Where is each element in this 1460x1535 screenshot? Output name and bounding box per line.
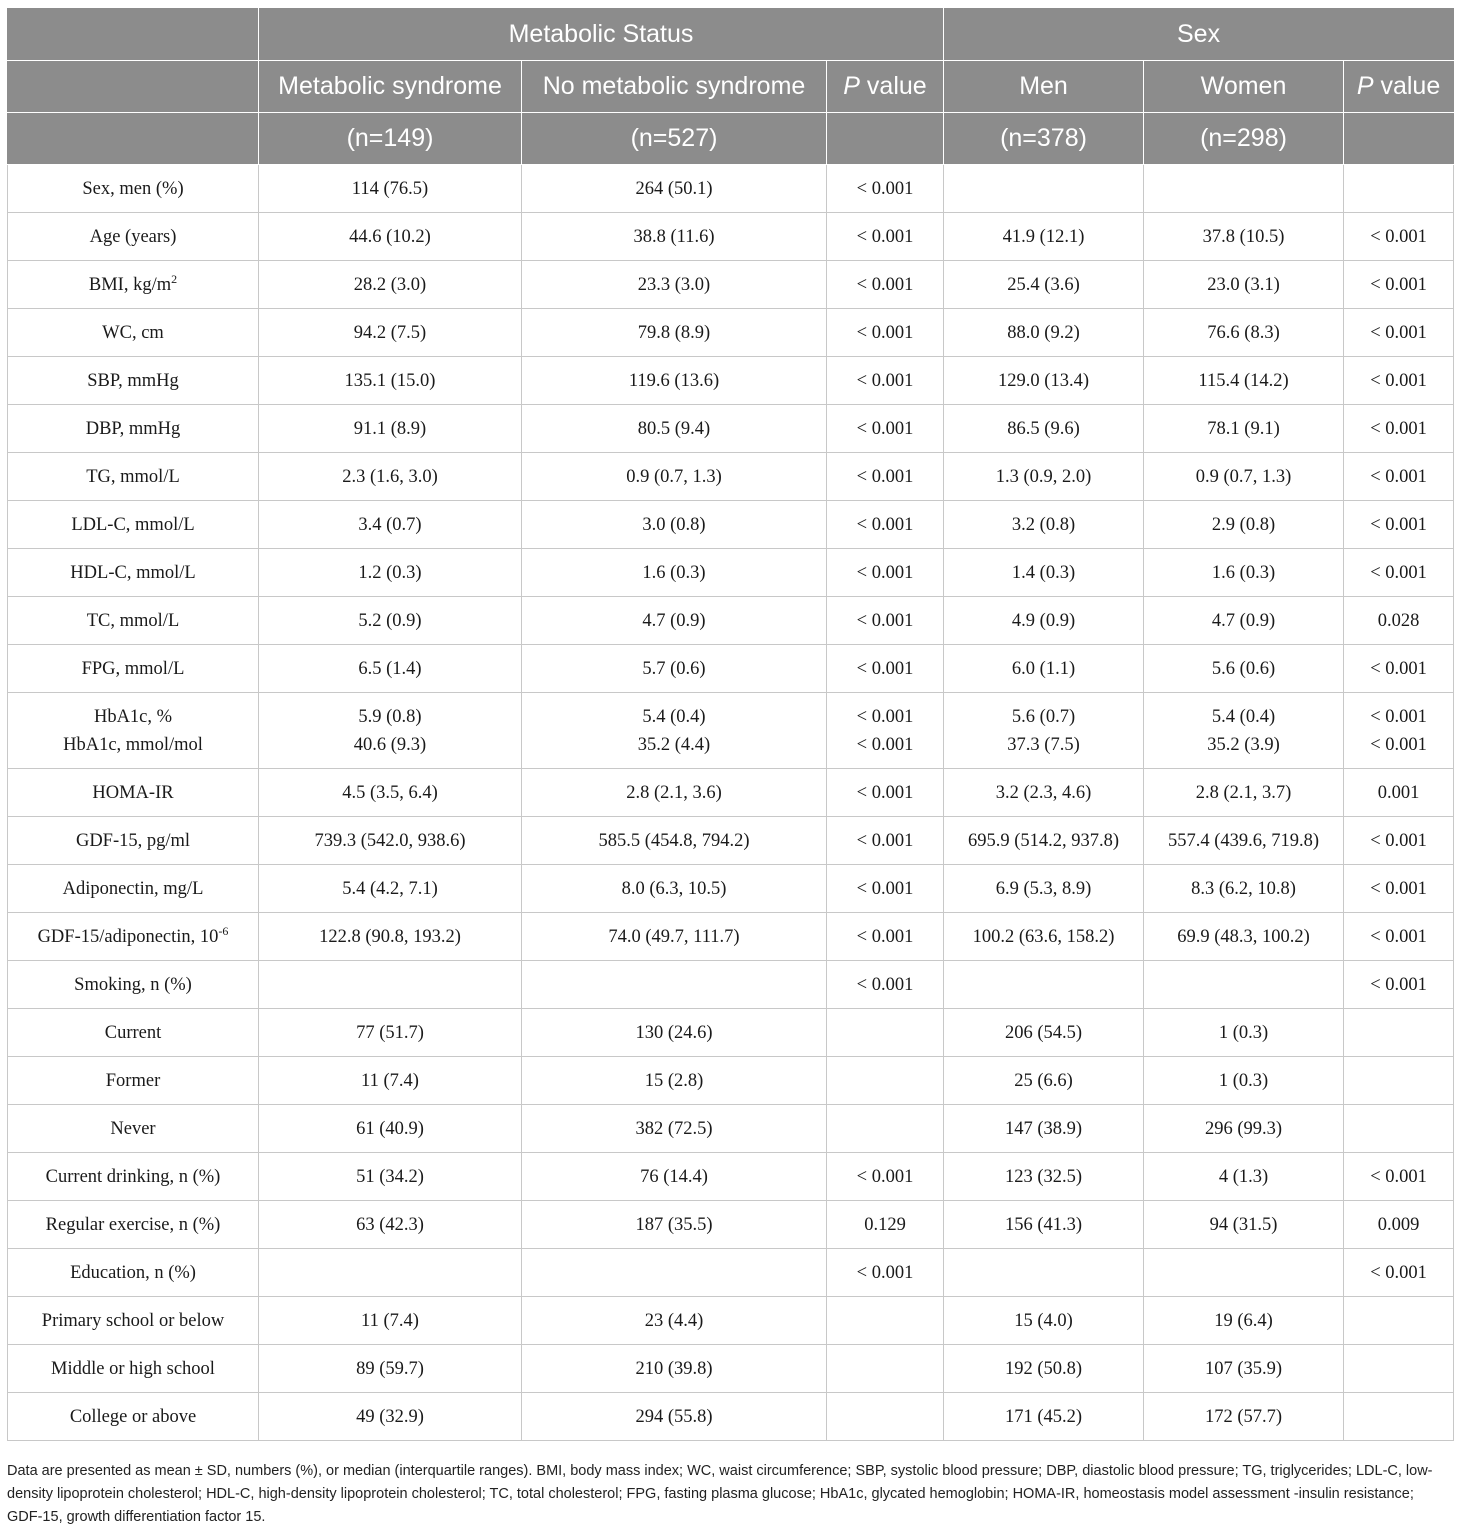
cell-p-value-2: < 0.001 — [1344, 913, 1454, 961]
cell-women — [1144, 693, 1344, 769]
cell-metabolic-syndrome: 11 (7.4) — [259, 1057, 522, 1105]
row-label — [8, 693, 259, 769]
table-row — [8, 453, 1454, 501]
row-label — [8, 1249, 259, 1297]
row-label — [8, 309, 259, 357]
cell-p-value-1 — [827, 1345, 944, 1393]
characteristics-table — [7, 8, 1454, 1441]
cell-men: 206 (54.5) — [944, 1009, 1144, 1057]
cell-no-metabolic-syndrome: 0.9 (0.7, 1.3) — [522, 453, 827, 501]
cell-no-metabolic-syndrome: 76 (14.4) — [522, 1153, 827, 1201]
table-row — [8, 1393, 1454, 1441]
cell-p-value-2: < 0.001 — [1344, 501, 1454, 549]
cell-men: 3.2 (2.3, 4.6) — [944, 769, 1144, 817]
cell-no-metabolic-syndrome: 3.0 (0.8) — [522, 501, 827, 549]
cell-men: 695.9 (514.2, 937.8) — [944, 817, 1144, 865]
cell-no-metabolic-syndrome: 74.0 (49.7, 111.7) — [522, 913, 827, 961]
table-row — [8, 865, 1454, 913]
cell-value-b: 35.2 (4.4) — [637, 734, 711, 755]
cell-value-a: < 0.001 — [856, 706, 914, 727]
cell-p-value-1: < 0.001 — [827, 913, 944, 961]
cell-no-metabolic-syndrome: 1.6 (0.3) — [522, 549, 827, 597]
cell-no-metabolic-syndrome — [522, 961, 827, 1009]
cell-men — [944, 1249, 1144, 1297]
table-row — [8, 961, 1454, 1009]
cell-men: 6.9 (5.3, 8.9) — [944, 865, 1144, 913]
cell-no-metabolic-syndrome: 2.8 (2.1, 3.6) — [522, 769, 827, 817]
cell-men: 41.9 (12.1) — [944, 213, 1144, 261]
header-blank — [827, 113, 944, 165]
cell-women: 1 (0.3) — [1144, 1009, 1344, 1057]
cell-p-value-1: < 0.001 — [827, 645, 944, 693]
cell-no-metabolic-syndrome: 4.7 (0.9) — [522, 597, 827, 645]
row-label-text: HOMA-IR — [92, 782, 174, 803]
p-letter: P — [843, 72, 860, 100]
cell-no-metabolic-syndrome: 5.7 (0.6) — [522, 645, 827, 693]
header-women: Women — [1144, 61, 1344, 113]
row-label-text: Sex, men (%) — [82, 178, 184, 199]
row-label — [8, 769, 259, 817]
cell-women: 4.7 (0.9) — [1144, 597, 1344, 645]
cell-men: 4.9 (0.9) — [944, 597, 1144, 645]
row-label-text: Former — [105, 1070, 161, 1091]
table-row — [8, 549, 1454, 597]
cell-metabolic-syndrome: 91.1 (8.9) — [259, 405, 522, 453]
header-n-metabolic-syndrome: (n=149) — [259, 113, 522, 165]
cell-women: 5.6 (0.6) — [1144, 645, 1344, 693]
table-row — [8, 501, 1454, 549]
table-row — [8, 913, 1454, 961]
row-label-text: Age (years) — [89, 226, 177, 247]
cell-p-value-2 — [1344, 1057, 1454, 1105]
cell-value-b: < 0.001 — [1370, 734, 1427, 755]
cell-metabolic-syndrome: 63 (42.3) — [259, 1201, 522, 1249]
table-row — [8, 165, 1454, 213]
row-label — [8, 405, 259, 453]
cell-metabolic-syndrome: 122.8 (90.8, 193.2) — [259, 913, 522, 961]
row-label-text: FPG, mmol/L — [81, 658, 185, 679]
cell-men: 100.2 (63.6, 158.2) — [944, 913, 1144, 961]
row-label-superscript: 2 — [171, 271, 178, 286]
cell-value-a: 5.4 (0.4) — [1211, 706, 1276, 727]
header-blank — [8, 113, 259, 165]
row-label — [8, 865, 259, 913]
cell-p-value-2: < 0.001 — [1344, 1153, 1454, 1201]
row-label-text: TC, mmol/L — [86, 610, 180, 631]
cell-men: 1.3 (0.9, 2.0) — [944, 453, 1144, 501]
header-n-row — [8, 113, 1454, 165]
row-label — [8, 1105, 259, 1153]
cell-p-value-2: 0.028 — [1344, 597, 1454, 645]
row-label-a: HbA1c, % — [93, 706, 173, 727]
cell-p-value-1: < 0.001 — [827, 961, 944, 1009]
cell-p-value-1: < 0.001 — [827, 357, 944, 405]
cell-men — [944, 961, 1144, 1009]
cell-p-value-1: < 0.001 — [827, 453, 944, 501]
cell-metabolic-syndrome: 94.2 (7.5) — [259, 309, 522, 357]
table-row — [8, 1297, 1454, 1345]
cell-women: 172 (57.7) — [1144, 1393, 1344, 1441]
cell-p-value-1: < 0.001 — [827, 165, 944, 213]
cell-p-value-2: < 0.001 — [1344, 405, 1454, 453]
table-row — [8, 309, 1454, 357]
header-no-metabolic-syndrome: No metabolic syndrome — [522, 61, 827, 113]
table-row — [8, 1009, 1454, 1057]
cell-metabolic-syndrome: 5.2 (0.9) — [259, 597, 522, 645]
cell-men: 1.4 (0.3) — [944, 549, 1144, 597]
cell-p-value-1: < 0.001 — [827, 1249, 944, 1297]
cell-no-metabolic-syndrome: 210 (39.8) — [522, 1345, 827, 1393]
cell-value-b: 40.6 (9.3) — [353, 734, 427, 755]
cell-metabolic-syndrome: 2.3 (1.6, 3.0) — [259, 453, 522, 501]
cell-p-value-2: 0.001 — [1344, 769, 1454, 817]
row-label — [8, 597, 259, 645]
cell-metabolic-syndrome — [259, 961, 522, 1009]
cell-value-b: 37.3 (7.5) — [1007, 734, 1080, 755]
row-label-text: Education, n (%) — [70, 1262, 196, 1283]
cell-p-value-2: < 0.001 — [1344, 549, 1454, 597]
row-label-text: WC, cm — [102, 322, 164, 343]
row-label — [8, 1393, 259, 1441]
cell-no-metabolic-syndrome: 23.3 (3.0) — [522, 261, 827, 309]
row-label-text: Regular exercise, n (%) — [45, 1214, 221, 1235]
table-footnote: Data are presented as mean ± SD, numbers (%), or median (interquartile ranges). BMI, body mass index; WC, waist circumference; SBP, systolic blood pressure; DBP, diastolic blood pressure; TG, triglycerides; LDL-C, low-density lipoprotein cholesterol; HDL-C, high-density lipoprotein cholesterol; TC, total cholesterol; FPG, fasting plasma glucose; HbA1c, glycated hemoglobin; HOMA-IR, homeostasis model assessment -insulin resistance; GDF-15, growth differentiation factor 15. — [7, 1463, 1433, 1525]
cell-women: 8.3 (6.2, 10.8) — [1144, 865, 1344, 913]
table-row — [8, 769, 1454, 817]
cell-p-value-2: < 0.001 — [1344, 261, 1454, 309]
cell-women: 115.4 (14.2) — [1144, 357, 1344, 405]
cell-men: 25.4 (3.6) — [944, 261, 1144, 309]
cell-no-metabolic-syndrome — [522, 693, 827, 769]
cell-p-value-2: < 0.001 — [1344, 1249, 1454, 1297]
row-label-text: Primary school or below — [41, 1310, 225, 1331]
cell-women: 78.1 (9.1) — [1144, 405, 1344, 453]
cell-men: 171 (45.2) — [944, 1393, 1144, 1441]
header-metabolic-syndrome: Metabolic syndrome — [259, 61, 522, 113]
cell-women: 23.0 (3.1) — [1144, 261, 1344, 309]
cell-p-value-1 — [827, 1057, 944, 1105]
cell-women — [1144, 961, 1344, 1009]
cell-metabolic-syndrome — [259, 693, 522, 769]
cell-p-value-1: < 0.001 — [827, 1153, 944, 1201]
cell-no-metabolic-syndrome: 15 (2.8) — [522, 1057, 827, 1105]
cell-p-value-1 — [827, 1009, 944, 1057]
cell-no-metabolic-syndrome: 294 (55.8) — [522, 1393, 827, 1441]
cell-no-metabolic-syndrome: 382 (72.5) — [522, 1105, 827, 1153]
cell-men: 15 (4.0) — [944, 1297, 1144, 1345]
row-label — [8, 549, 259, 597]
cell-metabolic-syndrome: 44.6 (10.2) — [259, 213, 522, 261]
cell-p-value-2 — [1344, 1009, 1454, 1057]
cell-no-metabolic-syndrome: 80.5 (9.4) — [522, 405, 827, 453]
cell-p-value-2: < 0.001 — [1344, 213, 1454, 261]
cell-no-metabolic-syndrome: 38.8 (11.6) — [522, 213, 827, 261]
cell-metabolic-syndrome: 1.2 (0.3) — [259, 549, 522, 597]
table-body — [8, 165, 1454, 1441]
cell-value-a: 5.4 (0.4) — [642, 706, 706, 727]
table-row-hba1c — [8, 693, 1454, 769]
row-label-text: Current drinking, n (%) — [45, 1166, 221, 1187]
cell-p-value-2: < 0.001 — [1344, 865, 1454, 913]
cell-p-value-1: < 0.001 — [827, 213, 944, 261]
cell-p-value-2: < 0.001 — [1344, 645, 1454, 693]
cell-p-value-1: < 0.001 — [827, 261, 944, 309]
cell-value-a: 5.6 (0.7) — [1011, 706, 1076, 727]
table-row — [8, 1057, 1454, 1105]
cell-p-value-2 — [1344, 1105, 1454, 1153]
cell-p-value-2: < 0.001 — [1344, 453, 1454, 501]
cell-no-metabolic-syndrome: 79.8 (8.9) — [522, 309, 827, 357]
table-row — [8, 645, 1454, 693]
cell-men: 156 (41.3) — [944, 1201, 1144, 1249]
row-label-text: SBP, mmHg — [87, 370, 179, 391]
cell-p-value-2 — [1344, 1345, 1454, 1393]
cell-no-metabolic-syndrome: 187 (35.5) — [522, 1201, 827, 1249]
header-n-men: (n=378) — [944, 113, 1144, 165]
row-label-text: Current — [104, 1022, 162, 1043]
cell-men: 6.0 (1.1) — [944, 645, 1144, 693]
cell-men: 192 (50.8) — [944, 1345, 1144, 1393]
row-label — [8, 1297, 259, 1345]
cell-p-value-1 — [827, 1105, 944, 1153]
cell-value-b: 35.2 (3.9) — [1207, 734, 1280, 755]
table-container — [7, 8, 1453, 1441]
cell-metabolic-syndrome — [259, 1249, 522, 1297]
table-row — [8, 1249, 1454, 1297]
cell-p-value-2: < 0.001 — [1344, 961, 1454, 1009]
cell-p-value-2 — [1344, 693, 1454, 769]
row-label-text: TG, mmol/L — [86, 466, 180, 487]
row-label — [8, 913, 259, 961]
cell-women — [1144, 1249, 1344, 1297]
row-label — [8, 817, 259, 865]
header-group-row — [8, 9, 1454, 61]
table-row — [8, 1201, 1454, 1249]
cell-men: 147 (38.9) — [944, 1105, 1144, 1153]
row-label — [8, 357, 259, 405]
cell-metabolic-syndrome: 89 (59.7) — [259, 1345, 522, 1393]
cell-no-metabolic-syndrome: 23 (4.4) — [522, 1297, 827, 1345]
header-men: Men — [944, 61, 1144, 113]
cell-no-metabolic-syndrome — [522, 1249, 827, 1297]
row-label — [8, 1201, 259, 1249]
row-label-b: HbA1c, mmol/mol — [63, 734, 203, 755]
cell-value-a: < 0.001 — [1370, 706, 1427, 727]
cell-value-a: 5.9 (0.8) — [358, 706, 422, 727]
cell-men — [944, 165, 1144, 213]
table-row — [8, 1153, 1454, 1201]
cell-no-metabolic-syndrome: 264 (50.1) — [522, 165, 827, 213]
cell-p-value-2 — [1344, 1393, 1454, 1441]
cell-metabolic-syndrome: 5.4 (4.2, 7.1) — [259, 865, 522, 913]
header-group-metabolic: Metabolic Status — [259, 9, 944, 61]
cell-women: 69.9 (48.3, 100.2) — [1144, 913, 1344, 961]
cell-women: 1.6 (0.3) — [1144, 549, 1344, 597]
p-letter: P — [1356, 72, 1374, 100]
row-label-text: Never — [110, 1118, 156, 1139]
cell-women: 4 (1.3) — [1144, 1153, 1344, 1201]
cell-metabolic-syndrome: 11 (7.4) — [259, 1297, 522, 1345]
cell-p-value-1: < 0.001 — [827, 549, 944, 597]
row-label-superscript: -6 — [218, 923, 229, 938]
table-row — [8, 405, 1454, 453]
header-group-sex: Sex — [944, 9, 1454, 61]
row-label-text: College or above — [69, 1406, 197, 1427]
cell-metabolic-syndrome: 49 (32.9) — [259, 1393, 522, 1441]
cell-p-value-1 — [827, 1393, 944, 1441]
cell-men: 25 (6.6) — [944, 1057, 1144, 1105]
cell-no-metabolic-syndrome: 119.6 (13.6) — [522, 357, 827, 405]
row-label-text: GDF-15, pg/ml — [75, 830, 191, 851]
cell-women: 2.8 (2.1, 3.7) — [1144, 769, 1344, 817]
cell-men: 3.2 (0.8) — [944, 501, 1144, 549]
cell-p-value-2 — [1344, 165, 1454, 213]
cell-p-value-1: < 0.001 — [827, 769, 944, 817]
cell-metabolic-syndrome: 135.1 (15.0) — [259, 357, 522, 405]
cell-women: 107 (35.9) — [1144, 1345, 1344, 1393]
header-n-women: (n=298) — [1144, 113, 1344, 165]
table-row — [8, 213, 1454, 261]
row-label-text: Smoking, n (%) — [74, 974, 192, 995]
table-row — [8, 1105, 1454, 1153]
header-p-value-1 — [827, 61, 944, 113]
row-label — [8, 645, 259, 693]
cell-p-value-2: < 0.001 — [1344, 817, 1454, 865]
row-label — [8, 1009, 259, 1057]
header-blank — [8, 9, 259, 61]
row-label-text: DBP, mmHg — [85, 418, 181, 439]
cell-metabolic-syndrome: 3.4 (0.7) — [259, 501, 522, 549]
cell-women — [1144, 165, 1344, 213]
row-label — [8, 961, 259, 1009]
cell-metabolic-syndrome: 6.5 (1.4) — [259, 645, 522, 693]
cell-p-value-2 — [1344, 1297, 1454, 1345]
cell-women: 296 (99.3) — [1144, 1105, 1344, 1153]
cell-metabolic-syndrome: 28.2 (3.0) — [259, 261, 522, 309]
cell-no-metabolic-syndrome: 130 (24.6) — [522, 1009, 827, 1057]
row-label — [8, 1153, 259, 1201]
cell-men — [944, 693, 1144, 769]
cell-p-value-2: < 0.001 — [1344, 357, 1454, 405]
cell-men: 86.5 (9.6) — [944, 405, 1144, 453]
cell-metabolic-syndrome: 4.5 (3.5, 6.4) — [259, 769, 522, 817]
cell-p-value-1: 0.129 — [827, 1201, 944, 1249]
cell-metabolic-syndrome: 77 (51.7) — [259, 1009, 522, 1057]
table-row — [8, 357, 1454, 405]
cell-p-value-1: < 0.001 — [827, 309, 944, 357]
cell-p-value-1: < 0.001 — [827, 817, 944, 865]
row-label — [8, 261, 259, 309]
cell-value-b: < 0.001 — [856, 734, 914, 755]
row-label — [8, 213, 259, 261]
cell-women: 557.4 (439.6, 719.8) — [1144, 817, 1344, 865]
header-blank — [8, 61, 259, 113]
cell-men: 123 (32.5) — [944, 1153, 1144, 1201]
row-label — [8, 1345, 259, 1393]
cell-no-metabolic-syndrome: 585.5 (454.8, 794.2) — [522, 817, 827, 865]
row-label-text: BMI, kg/m — [88, 274, 172, 295]
cell-metabolic-syndrome: 51 (34.2) — [259, 1153, 522, 1201]
cell-metabolic-syndrome: 61 (40.9) — [259, 1105, 522, 1153]
cell-women: 37.8 (10.5) — [1144, 213, 1344, 261]
row-label — [8, 165, 259, 213]
row-label — [8, 501, 259, 549]
row-label — [8, 453, 259, 501]
table-row — [8, 261, 1454, 309]
row-label-text: LDL-C, mmol/L — [71, 514, 195, 535]
cell-men: 129.0 (13.4) — [944, 357, 1144, 405]
header-column-row — [8, 61, 1454, 113]
row-label-text: Middle or high school — [51, 1358, 215, 1379]
row-label-text: GDF-15/adiponectin, 10 — [37, 926, 219, 947]
cell-no-metabolic-syndrome: 8.0 (6.3, 10.5) — [522, 865, 827, 913]
table-header — [8, 9, 1454, 165]
cell-p-value-1: < 0.001 — [827, 865, 944, 913]
row-label — [8, 1057, 259, 1105]
row-label-text: Adiponectin, mg/L — [62, 878, 204, 899]
cell-metabolic-syndrome: 739.3 (542.0, 938.6) — [259, 817, 522, 865]
header-blank — [1344, 113, 1454, 165]
cell-men: 88.0 (9.2) — [944, 309, 1144, 357]
cell-p-value-1: < 0.001 — [827, 597, 944, 645]
cell-women: 2.9 (0.8) — [1144, 501, 1344, 549]
cell-women: 76.6 (8.3) — [1144, 309, 1344, 357]
header-p-value-2 — [1344, 61, 1454, 113]
cell-women: 19 (6.4) — [1144, 1297, 1344, 1345]
cell-p-value-2: 0.009 — [1344, 1201, 1454, 1249]
cell-p-value-2: < 0.001 — [1344, 309, 1454, 357]
table-row — [8, 597, 1454, 645]
p-value-word: value — [1373, 72, 1441, 100]
cell-p-value-1: < 0.001 — [827, 501, 944, 549]
cell-metabolic-syndrome: 114 (76.5) — [259, 165, 522, 213]
cell-p-value-1: < 0.001 — [827, 405, 944, 453]
row-label-text: HDL-C, mmol/L — [70, 562, 196, 583]
cell-women: 1 (0.3) — [1144, 1057, 1344, 1105]
table-row — [8, 1345, 1454, 1393]
cell-women: 94 (31.5) — [1144, 1201, 1344, 1249]
cell-p-value-1 — [827, 693, 944, 769]
header-n-no-metabolic-syndrome: (n=527) — [522, 113, 827, 165]
table-row — [8, 817, 1454, 865]
p-value-word: value — [859, 72, 927, 100]
cell-p-value-1 — [827, 1297, 944, 1345]
cell-women: 0.9 (0.7, 1.3) — [1144, 453, 1344, 501]
